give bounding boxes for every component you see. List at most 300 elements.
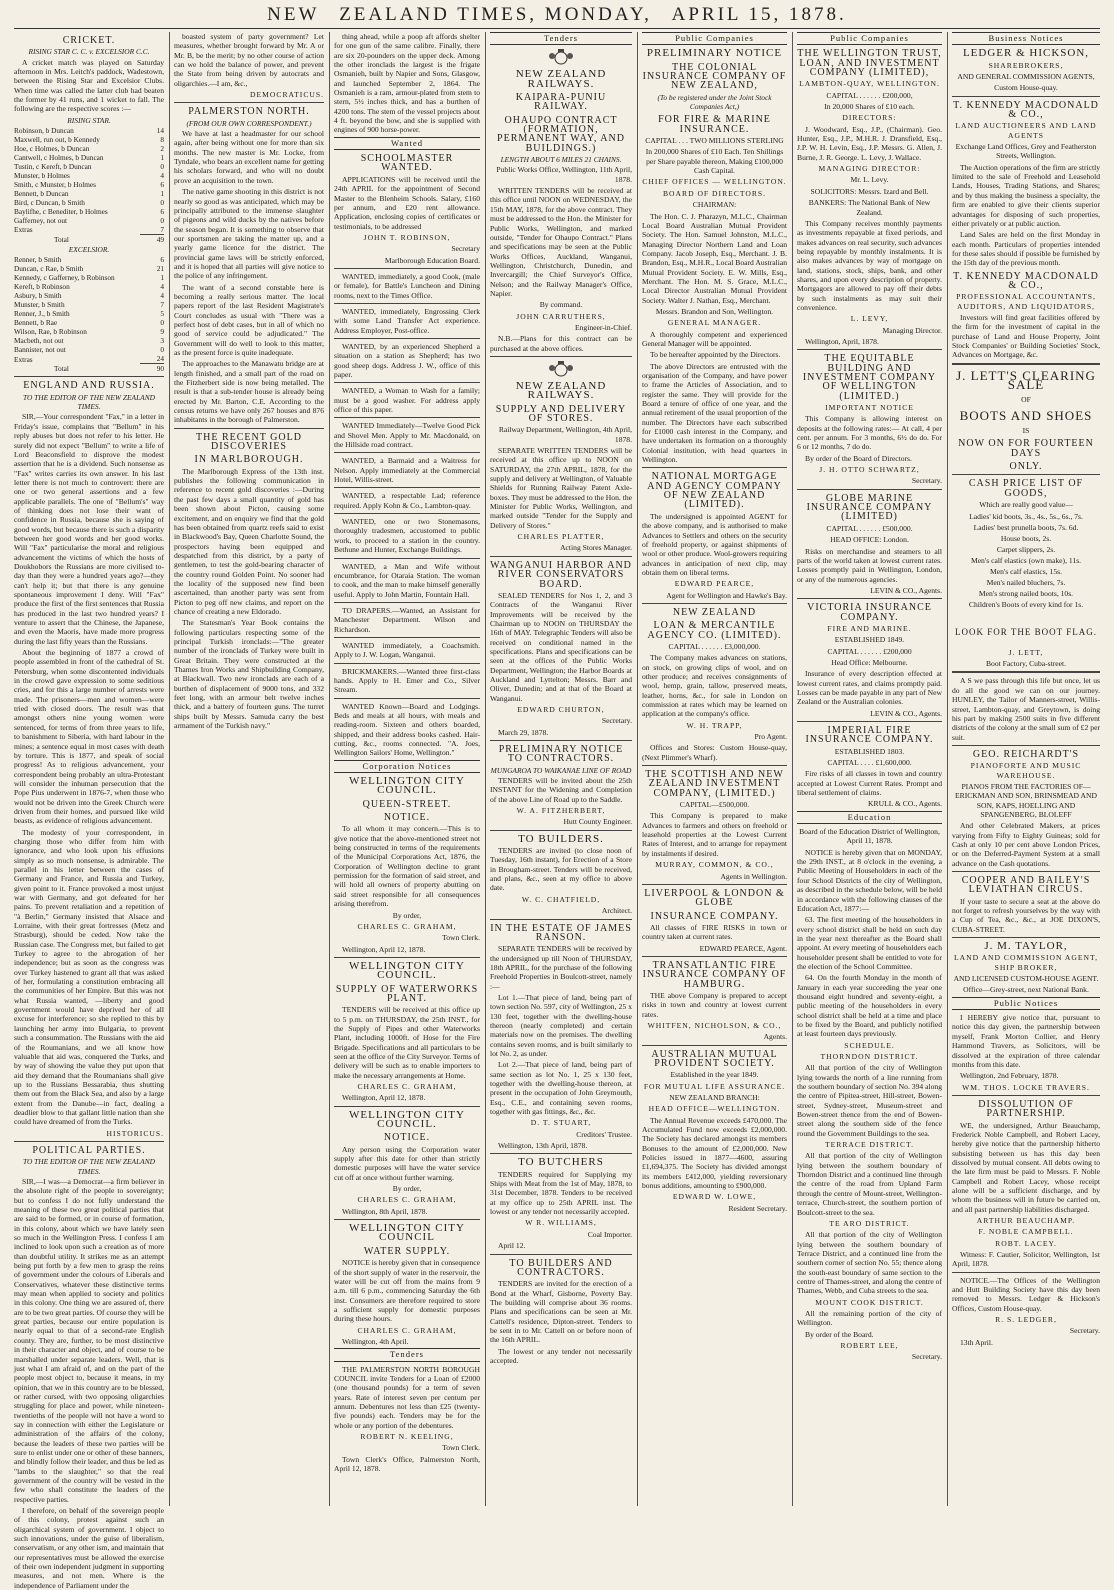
batsman-name: Munster, b Holmes [14,171,70,181]
pearce-agent: EDWARD PEARCE, Agent. [699,943,787,953]
wellington-trust-directors: J. Woodward, Esq., J.P., (Chairman). Geo. Hunter, Esq., J.P., M.H.R. J. Dransfield, Esq., J.P. W. H. Levin, Esq., J.P. Messrs. G. Allen, J. Burne, J. R. George. L. Levy, J. Wallace. [797,124,942,162]
chief-offices: CHIEF OFFICES — WELLINGTON. [642,177,787,187]
travers-notice: I HEREBY give notice that, pursuant to notice this day given, the partnership between myself, Frank Morton Collier, and Henry Hammond Travers, as Solicitors, will be dissolved at the expiration of three calendar months from this date. [952,1013,1100,1069]
lett-only: ONLY. [1009,461,1043,473]
batsman-name: Smith, c Munster, b Holmes [14,180,96,190]
batsman-runs: 6 [160,180,164,190]
chatfield-title: Architect. [601,906,632,916]
april-12: April 12. [498,1241,526,1251]
gm-label: GENERAL MANAGER. [667,318,762,328]
democraticus-signature: DEMOCRATICUS. [250,90,324,100]
batsman-runs: 1 [160,273,164,283]
taylor-address: Office—Grey-street, next National Bank. [963,985,1089,995]
col3-top-text: thing ahead, while a poop aft affords shelter for one gun of the same calibre. Finally, there are six 20-pounders on the upper deck. Among the other ironclads the largest is the frigate Osmanieh, built by Napier and Sons, Glasgow, and launched September 2, 1864. The Osmanieh is a ram, armour-plated from stem to stern, 5½ inches thick, and has a burthen of 4200 tons. The stem of the vessel projects about 4 ft. beyond the bow, and she is supplied with engines of 900 horse-power. [334,32,481,135]
score-row [14,171,164,180]
wanted-ad: WANTED immediately, a Coachsmith. Apply to J. W. Logan, Wanganui. [334,640,480,660]
batsman-name: Renner, b Smith [14,255,62,265]
churton-signature: EDWARD CHURTON, [517,704,605,714]
score-total-row [14,235,164,245]
batsman-runs: 5 [160,309,164,319]
tenders-section-header: Tenders [334,1348,480,1361]
wanted-section-header: Wanted [334,137,480,150]
schoolmaster-sign-3: Marlborough Education Board. [384,255,480,265]
corporation-section-header: Corporation Notices [334,760,480,773]
terrace-text: All that portion of the city of Wellington lying between the southern boundary of Thorndon District and a continued line through the centre of the road from Upland Farm through the centre of Mount-street, Wellington-terrace, Church-street, the southern portion of Boulcott-street to the sea. [797,1151,942,1217]
mungaroa-title: MUNGAROA TO WAIKANAE LINE OF ROAD [490,765,632,775]
beauchamp-signature: ARTHUR BEAUCHAMP. [976,1216,1076,1225]
schedule-title: SCHEDULE. [844,1040,895,1050]
wellington-trust-shares: In 20,000 Shares of £10 each. [824,102,915,112]
batsman-runs: 6 [160,207,164,217]
score-row [14,273,164,282]
total-label: Total [54,364,69,374]
ohaupo-title: OHAUPO CONTRACT (FORMATION, PERMANENT WAY, AND BUILDINGS.) [497,114,625,154]
education-order: By order of the Board. [805,1329,874,1339]
palmerston-title: PALMERSTON NORTH. [188,106,310,118]
masthead-date: APRIL 15, 1878. [671,4,847,25]
wellington-trust-title: THE WELLINGTON TRUST, LOAN, AND INVESTMENT COMPANY (LIMITED), [797,48,942,79]
imperial-established: ESTABLISHED 1803. [834,746,905,756]
batsman-name: Tustin, c Kereft, b Duncan [14,162,92,172]
column-6 [797,32,942,1506]
col2-top-text: boasted system of party government? Let measures, whether brought forward by Mr. A or Mr. B, be the merit; by no other course of action can we hold the balance of power, and prevent the State from being driven by autocrats and oligarchies.—I am, &c., [174,32,324,88]
transatlantic-text: THE above Company is prepared to accept risks in town and country at lowest current rates. [642,990,787,1019]
price-list-sub: Which are really good value— [979,500,1073,510]
batsman-name: Duncan, c Rae, b Smith [14,264,84,274]
column-divider [947,32,948,1506]
notice-title-2: NOTICE. [383,1132,431,1144]
batsman-runs: 4 [160,282,164,292]
england-russia-signature: HISTORICUS. [106,1128,164,1138]
waterworks-text: TENDERS will be received at this office up to 5 p.m. on THURSDAY, the 25th INST., for the Supply of Pipes and other Waterworks Plant, including 1000ft. of Hose for the Fire Brigade. Specifications and all particulars to be seen at the office of the City Surveyor. Terms of delivery will be such as to enable importers to make the necessary arrangements at Home. [334,1005,480,1080]
lacey-signature: ROBT. LACEY. [995,1238,1057,1248]
batsman-name: Kereft, b Robinson [14,282,70,292]
amp-life: FOR MUTUAL LIFE ASSURANCE. [643,1081,786,1091]
fitzherbert-signature: W. A. FITZHERBERT, [516,806,606,816]
ledger-sub: SHAREBROKERS, [988,60,1064,70]
column-4 [490,32,632,1506]
colonial-capital: CAPITAL . . . TWO MILLIONS STERLING [645,136,784,146]
column-1 [14,32,164,1590]
score-row [14,291,164,300]
krull-agents: KRULL & CO., Agents. [868,799,942,809]
batsman-name: Munster, b Smith [14,300,65,310]
masthead [0,4,1114,26]
chatfield-signature: W. C. CHATFIELD, [521,894,601,904]
cooper-text: If your taste to secure a seat at the above do not forget to refresh yourselves by the way with a Cup of Tea, &c., &c., at JOE DIXON'S, CUBA-STREET. [952,896,1100,934]
score-row [14,198,164,207]
excelsior-scores [14,255,164,373]
ledger-sub-2: AND GENERAL COMMISSION AGENTS, [957,72,1095,82]
column-divider [637,32,638,1506]
mount-cook-text: All the remaining portion of the city of Wellington. [797,1308,942,1328]
levin-agents-2: LEVIN & CO., Agents. [870,708,942,718]
wanted-ad: WANTED, a respectable Lad; reference required. Apply Kohn & Co., Lambton-quay. [334,491,480,510]
mount-cook-title: MOUNT COOK DISTRICT. [815,1297,924,1307]
ledger-title: Secretary. [1069,1326,1100,1336]
wanted-ad: WANTED, by an experienced Shepherd a situation on a station as Shepherd; has two good sheep dogs. Address J. W., office of this paper. [334,341,480,379]
price-item: Ladies' best prunella boots, 7s. 6d. [973,523,1079,533]
price-item: Men's strong nailed boots, 10s. [978,589,1074,599]
schwartz-signature: J. H. OTTO SCHWARTZ, [819,465,920,475]
queen-street-text: To all whom it may concern.—This is to give notice that the above-mentioned street not being constructed in terms of the requirements of the Municipal Corporations Act, 1876, the Corporation of Wellington decline to grant permission for the formation of said street, and will hold all owners of property abutting on said street responsible for all consequences arising therefrom. [334,824,480,909]
managing-director-label: MANAGING DIRECTOR: [818,164,921,174]
batsman-name: Cantwell, c Holmes, b Duncan [14,153,104,163]
levy-signature: L. LEVY, [850,314,889,324]
score-row [14,282,164,291]
batsman-name: Bird, c Duncan, b Smith [14,198,85,208]
wellington-trust-capital: CAPITAL . . . . . . £200,000, [826,90,913,100]
liverpool-title: LIVERPOOL & LONDON & GLOBE [644,887,785,909]
taylor-title: J. M. TAYLOR, [984,940,1068,953]
score-row [14,189,164,198]
batsman-runs: 14 [156,126,164,136]
batsman-name: Renner, J., b Smith [14,309,70,319]
order-label: By order, [392,910,422,920]
ransom-date: Wellington, 13th April, 1878. [498,1141,588,1151]
reichardt-title: GEO. REICHARDT'S [972,748,1080,760]
column-divider [329,32,330,1506]
liverpool-text: All classes of FIRE RISKS in town or country taken at current rates. [642,922,787,942]
wanganui-text: SEALED TENDERS for Nos 1, 2, and 3 Contracts of the Wanganui River Improvements will be received by the Chairman up to NOON on THURSDAY the 16th of MAY. Telegraphic Tenders will also be received on conditional named in the specifications. Plans and specifications can be seen at the offices of the Public Works Department, Wellington; the Harbor Boards at Auckland and Lyttelton; Messrs. Barr and Oliver, Dunedin; and at that of the Board at Wanganui. [490,590,632,703]
date-4: Wellington, 4th April. [342,1336,409,1346]
levy-date: Wellington, April, 1878. [805,336,879,346]
keeling-date: Town Clerk's Office, Palmerston North, April 12, 1878. [334,1454,480,1474]
council-title-2: WELLINGTON CITY COUNCIL. [349,959,465,982]
batsman-runs: 0 [160,216,164,226]
williams-title: Coal Importer. [587,1229,632,1239]
graham-signature-4: CHARLES C. GRAHAM, [357,1325,457,1335]
builders-title: TO BUILDERS. [518,832,604,845]
command-label: By command. [539,300,583,310]
te-aro-text: All that portion of the city of Wellington lying between the southern boundary of Terrace District, and a continued line from the southern corner of section No. 55; thence along the south-east boundary of same section to the centre of Thames-street, and along the centre of Thames, Webb, and Cuba streets to the sea. [797,1230,942,1296]
batsman-runs: 1 [160,153,164,163]
lot-1: Lot 1.—That piece of land, being part of town section No. 597, city of Wellington, 25 x 130 feet, together with the dwelling-house thereon (nearly completed) and certain materials now on the premises. The dwelling contains seven rooms, and is built similarly to lot No. 2, as under. [490,992,632,1058]
notice-date: 13th April. [960,1337,993,1347]
whitfen-title: Agents. [763,1032,787,1042]
batsman-name: Bannister, not out [14,345,66,355]
score-row [14,135,164,144]
batsman-runs: 9 [160,327,164,337]
victoria-title: VICTORIA INSURANCE COMPANY. [807,602,932,623]
score-row [14,126,164,135]
solicitors: SOLICITORS: Messrs. Izard and Bell. [810,186,929,196]
amp-head-office: HEAD OFFICE—WELLINGTON. [648,1104,781,1114]
victoria-head-office: Head Office: Melbourne. [831,657,908,667]
terrace-title: TERRACE DISTRICT. [825,1140,914,1150]
colonial-insurance-title: THE COLONIAL INSURANCE COMPANY OF NEW ZEALAND, [642,61,787,92]
wanted-ads-list [334,268,480,758]
gold-discoveries-title-2: IN MARLBOROUGH. [194,454,304,466]
royal-crest-icon [547,48,575,66]
batsman-runs: 4 [160,171,164,181]
council-title: WELLINGTON CITY COUNCIL. [349,775,465,797]
scottish-capital: CAPITAL—£500,000. [679,800,750,810]
kaipara-title: KAIPARA-PUNIU RAILWAY. [515,92,607,113]
nz-railways-title-2: NEW ZEALAND RAILWAYS. [515,379,607,402]
score-row [14,318,164,327]
thorndon-title: THORNDON DISTRICT. [820,1052,919,1061]
scottish-text: This Company is prepared to make Advances to farmers and others on freehold or leasehold properties at the Lowest Current Rates of Interest, and to arrange for repayment by instalments if desired. [642,811,787,858]
public-companies-header-2: Public Companies [797,32,942,45]
score-row [14,207,164,216]
lett-signature: J. LETT, [1008,647,1044,657]
palmerston-loan-text: THE PALMERSTON NORTH BOROUGH COUNCIL invite Tenders for a Loan of £2000 (one thousand pounds) for a term of seven years. Rate of interest seven per centum per annum. Debentures not less than £25 (twenty-five pounds) each. Tenders may be for the whole or any portion of the debentures. [334,1364,480,1430]
ironclads-text: The Statesman's Year Book contains the following particulars respecting some of the principal Turkish ironclads:—"The greater number of the ironclads of Turkey were built in Great Britain. They were constructed at the Thames Iron Works and Shipbuilding Company, at Blackwall. Two new ironclads are each of a burthen of displacement of 9000 tons, and 332 feet long, with an armour belt twelve inches thick, and a battery of fourteen guns. The turret ships built by Messrs. Samuda carry the best armament of the Turkish navy." [174,618,324,731]
lett-clearing-title: J. LETT'S CLEARING SALE [956,367,1096,392]
lett-of: OF [1021,395,1031,405]
wanted-ad: WANTED, immediately, a good Cook, (male or female), for Battle's Luncheon and Dining rooms, next to the Times Office. [334,271,480,300]
column-3 [334,32,480,1506]
score-row [14,216,164,225]
total-label: Total [54,234,69,244]
batsman-name: Extras [14,354,33,364]
graham-signature-2: CHARLES C. GRAHAM, [357,1082,457,1091]
column-divider [485,32,486,1506]
batsman-runs: 3 [160,336,164,346]
stuart-signature: D. T. STUART, [530,1118,592,1128]
important-notice: IMPORTANT NOTICE [825,403,914,413]
amp-established: Established in the year 1849. [670,1070,759,1080]
prelim-notice-title: PRELIMINARY NOTICE TO CONTRACTORS. [498,744,624,765]
kennedy-address: Exchange Land Offices, Grey and Featherston Streets, Wellington. [955,142,1097,161]
stores-title: SUPPLY AND DELIVERY OF STORES. [495,403,627,424]
ransom-title: IN THE ESTATE OF JAMES RANSON. [490,922,632,943]
schwartz-title: Secretary. [911,476,942,486]
price-item: Children's Boots of every kind for 1s. [968,600,1084,610]
taylor-sub-2: AND LICENSED CUSTOM-HOUSE AGENT. [953,974,1099,984]
te-aro-title: TE ARO DISTRICT. [829,1218,910,1228]
business-notices-header: Business Notices [952,32,1100,45]
wanted-ad: WANTED, one or two Stonemasons, thoroughly tradesmen, accustomed to public work, to proceed to a station in the country. Bethune and Hunter, Exchange Buildings. [334,517,480,555]
date-1: Wellington, April 12, 1878. [342,944,426,954]
batsman-name: Wilson, Rae, b Robinson [14,327,87,337]
schoolmaster-title: SCHOOLMASTER WANTED. [360,153,454,174]
waterworks-title: SUPPLY OF WATERWORKS PLANT. [335,983,479,1004]
boot-flag: LOOK FOR THE BOOT FLAG. [955,627,1097,638]
score-row [14,144,164,153]
price-list-title: CASH PRICE LIST OF GOODS, [968,478,1084,499]
equitable-text: This Company is allowing interest on deposits at the following rates:— At call, 4 per cent. per annum. For 3 months, 6½ do do. For 6 or 12 months, 7 do do. [797,414,942,452]
palmerston-text-4: The approaches to the Manawatu bridge are at length finished, and a small part of the road on the Fitzherbert side is now being metalled. The result is that a sub-tender house is already being erected by Mr. Barton, C.E. According to the census returns we have only 267 houses and 876 inhabitants in the borough of Palmerston. [174,359,324,425]
plans-note: N.B.—Plans for this contract can be purchased at the above offices. [490,334,632,353]
cricket-subtitle: RISING STAR C. C. v. EXCELSIOR C.C. [28,47,150,57]
schoolmaster-sign-2: Secretary [451,244,480,254]
batsman-name: Bennett, b Rae [14,318,58,328]
offices-text: Offices and Stores: Custom House-quay, (Next Plimmer's Wharf). [642,743,787,762]
carruthers-signature: JOHN CARRUTHERS, [516,311,606,321]
amp-text: The Annual Revenue exceeds £470,000. The Accumulated Fund now exceeds £2,000,000. The Society has declared amongst its members Bonuses to the amount of £2,000,000. New Policies issued in 1877—4600, assuring £1,694,375. The Society has divided amongst its members £412,000, yielding reversionary bonus additions, amounting to £900,000. [642,1115,787,1191]
building-society-notice: NOTICE.—The Offices of the Wellington and Hutt Building Society have this day been removed to Messrs. Ledger & Hickson's Offices, Custom House-quay. [952,1275,1100,1313]
builders-contractors-title: TO BUILDERS AND CONTRACTORS. [509,1257,613,1278]
gold-discoveries-title: THE RECENT GOLD DISCOVERIES [196,431,302,453]
score-total-row [14,364,164,374]
wanted-ad: WANTED Known—Board and Lodgings. Beds and meals at all hours, with meals and reading-room. Sixteen and others boarded, shipped, and their address books cashed. Hair-cutting, &c., rooms connected. "A. Joes, Wellington Sailors' Home, Wellington." [334,701,480,758]
royal-crest-icon [547,360,575,378]
public-works-office: Public Works Office, Wellington, 11th April, 1878. [496,165,632,184]
score-row [14,345,164,354]
bankers: BANKERS: The National Bank of New Zealand. [808,198,931,217]
mungaroa-text: TENDERS will be invited about the 25th INSTANT for the Widening and Completion of the above Line of Road up to the Saddle. [490,776,632,804]
rising-star-heading: RISING STAR. [67,115,111,125]
taylor-sub: LAND AND COMMISSION AGENT, SHIP BROKER, [954,953,1098,972]
score-row [14,300,164,309]
education-text-3: 64. On the fourth Monday in the month of January in each year succeeding the year one thousand eight hundred and seventy-eight, a public meeting of the householders in every school district shall be held at a time and place to be fixed by the Board, and publicly notified at least fourteen days previously. [797,973,942,1039]
rising-star-scores [14,126,164,244]
scottish-title: THE SCOTTISH AND NEW ZEALAND INVESTMENT COMPANY, (LIMITED.) [645,769,784,799]
wellington-trust-text: This Company receives monthly payments as investments repayable at fixed periods, and makes advances on real security, such advances being repayable by monthly instalments. It is also makes advances by way of mortgage on land, stations, stock, ships, bank, and other shares, and upon every description of property. Mortgagors are allowed to pay off their debts by such instalments as may suit their convenience. [797,218,942,312]
price-item: Carpet slippers, 2s. [996,545,1056,555]
cricket-text: A cricket match was played on Saturday afternoon in Mrs. Leitch's paddock, Wadestown, between the Rising Star and Excelsior Clubs. When time was called the latter club had beaten the former by 41 runs, and 1 wicket to fall. The following are the respective scores :— [14,57,164,114]
price-item: Ladies' kid boots, 3s., 4s., 5s., 6s., 7s. [969,512,1083,522]
kennedy-sub: LAND AUCTIONEERS AND LAND AGENTS [955,121,1097,140]
gold-discoveries-text: The Marlborough Express of the 13th inst. publishes the following communication in reference to recent gold discoveries :—During the past few days a small quantity of gold has been shown about Picton, causing some excitement, and on enquiry we find that the gold has been obtained from quartz reefs said to exist in Blackwood's Bay, Queen Charlotte Sound, the prospectors having been equipped and despatched from this district, by a party of gentlemen, to test the gold-bearing character of the country round Golden Point. No sooner had the locality of the supposed new find been ascertained, than another party was sent from Picton to peg off new claims, and report on the chance of creating a new Eldorado. [174,466,324,616]
kennedy2-text: Investors will find great facilities offered by the firm for the investment of capital in the purchase of Land and House Property, Joint Stock Companies' or Building Societies' Stock, Advances on Mortgage, &c. [952,312,1100,360]
builders-contractors-text: TENDERS are invited for the erection of a Bond at the Wharf, Gisborne, Poverty Bay. The building will comprise about 36 rooms. Plans and specifications can be seen at Mr. Cattell's residence, Dipton-street. Tenders to be sent in to Mr. Cattell on or before noon of the 16th APRIL. [490,1279,632,1345]
water-notice-text: Any person using the Corporation water supply after this date for other than strictly domestic purposes will have the water service cut off at once without further warning. [334,1144,480,1182]
reichardt-text: PIANOS FROM THE FACTORIES OF— ERICKMAN AND SON, BRINSMEAD AND SON, KAPS, HOELLING AND SPANGENBERG, BLOLEFF [955,781,1097,819]
whitfen-signature: WHITFEN, NICHOLSON, & CO., [647,1020,782,1030]
score-row [14,264,164,273]
butchers-text: TENDERS required for Supplying my Ships with Meat from the 1st of May, 1878, to 31st December, 1878. Tenders to be received at my office up to 25th APRIL inst. The lowest or any tender not necessarily accepted. [490,1169,632,1217]
lee-signature: ROBERT LEE, [840,1340,899,1350]
political-parties-title: POLITICAL PARTIES. [32,1144,146,1156]
globe-title: GLOBE MARINE INSURANCE COMPANY (LIMITED) [806,492,933,523]
batsman-name: Maxwell, run out, b Kennedy [14,135,100,145]
score-row [14,354,164,364]
bankers-text: Messrs. Brandon and Son, Wellington. [655,306,774,316]
board-of-directors: BOARD OF DIRECTORS. [662,188,767,198]
nz-loan-title-2: LOAN & MERCANTILE AGENCY CO. (LIMITED). [647,620,782,641]
keeling-signature: ROBERT N. KEELING, [360,1432,454,1441]
price-item: Men's calf elastics, 15s. [989,567,1062,577]
score-row [14,336,164,345]
dissolution-witness: Witness: F. Cautier, Solicitor, Wellington, 1st April, 1878. [952,1250,1100,1269]
education-section-header: Education [797,811,942,824]
kennedy-text: The Auction operations of the firm are strictly limited to the sale of Freehold and Leasehold Lands, Houses, Trading Stations, and Shares; and by thus making the business a specialty, the firm are enabled to give their clients superior advantages for disposing of such properties, either privately or at public auction. [952,162,1100,228]
political-parties-to: TO THE EDITOR OF THE NEW ZEALAND TIMES. [23,1157,155,1176]
public-companies-header: Public Companies [642,32,787,45]
score-row [14,309,164,318]
carruthers-title: Engineer-in-Chief. [575,322,632,332]
score-row [14,327,164,336]
amp-branch: NEW ZEALAND BRANCH: [669,1093,760,1103]
chairman-label: CHAIRMAN: [692,200,737,210]
council-title-4: WELLINGTON CITY COUNCIL [349,1222,465,1244]
murray-title: Agents in Wellington. [720,871,787,881]
schoolmaster-sign: JOHN T. ROBINSON, [363,232,451,242]
liverpool-title-2: INSURANCE COMPANY. [650,910,779,922]
notice-title: NOTICE. [383,812,431,824]
platter-title: Acting Stores Manager. [560,543,632,553]
ransom-text: SEPARATE TENDERS will be received by the undersigned up till Noon of THURSDAY, 18th APRIL, for the purchase of the following Freehold Properties in Boulcott-street, namely :— [490,944,632,991]
masthead-rule [14,28,1100,29]
directors-text: The Hon. C. J. Pharazyn, M.L.C., Chairman Local Board Australian Mutual Provident Society. The Hon. Samuel Johnston, M.L.C., Managing Director Northern Land and Loan Company. Jacob Joseph, Esq., Merchant. J. B. Brandon, Esq., M.H.R., Local Board Australian Mutual Provident Society. E. W. Mills, Esq., Merchant. The Hon. M. S. Grace, M.L.C., Local Director Australian Mutual Provident Society. Walter J. Nathan, Esq., Merchant. [642,211,787,305]
batsman-runs: 8 [160,135,164,145]
score-row [14,255,164,264]
colonial-sub: (To be registered under the Joint Stock Companies Act,) [657,92,772,112]
levin-agents: LEVIN & CO., Agents. [870,585,942,595]
globe-head-office: HEAD OFFICE: London. [830,535,909,545]
england-russia-to: TO THE EDITOR OF THE NEW ZEALAND TIMES. [23,392,155,412]
hunley-text: A S we pass through this life but once, let us do all the good we can on our journey. HUNLEY, the Tailor of Manners-street, Willis-street, Lambton-quay, and Greytown, is doing his part by making 2500 suits in five different districts of the colony at the small sum of £2 per suit. [952,676,1100,742]
imperial-title: IMPERIAL FIRE INSURANCE COMPANY. [805,725,934,746]
pearce-signature: EDWARD PEARCE, [674,579,755,589]
england-russia-text-3: The modesty of your correspondent, in charging those who differ from him with ignorance, and who look upon his effusions simply as so much nonsense, is admirable. The parallel in his letter between the cases of Germany and France, and Russia and Turkey, given point to it. France provoked a most unjust war with Germany, and got defeated for her pains. To prevent retaliation and a repetition of "à Berlin," Germany insisted that Alsace and Lorraine, with their great fortresses (Metz and Strasburg), should be ceded. Now take the Russian case. The Congress met, but failed to get Turkey to agree to the abrogation of her independence; but as soon as the congress was over Turkey hastened to grant all that was asked of her, formulating a constitution embracing all the communities of her Empire. But this was not what Russia wanted, —liberty and good government would have deprived her of all excuse for interference; so she replied to this by launching her army into Bulgaria, to prevent such a consummation. The Russians with the aid of the Roumanians, and we all know how valuable that aid was, conquered the Turks, and by way of showing the value they put upon that aid they demand that the Roumanians shall give up to the Russians Bessarabia, thus shutting them out from the Black Sea, and also by a large extent from the Danube—in fact, dealing a deadlier blow to that gallant little nation than she could have dreamed of from the Turks. [14,827,164,1127]
masthead-left: NEW [267,4,320,25]
score-row [14,180,164,189]
price-item: House boots, 2s. [1000,534,1052,544]
batsman-runs: 1 [160,189,164,199]
date-2: Wellington, April 12, 1878. [342,1093,426,1103]
keeling-title: Town Clerk. [442,1443,480,1453]
masthead-center: ZEALAND TIMES, MONDAY, [339,4,652,25]
kennedy-title-2: T. KENNEDY MACDONALD & CO., [953,270,1099,291]
date-3: Wellington, 8th April, 1878. [342,1206,428,1216]
cooper-title: COOPER AND BAILEY'S LEVIATHAN CIRCUS. [961,875,1091,896]
batsman-runs: 6 [160,255,164,265]
kennedy-sub-2: PROFESSIONAL ACCOUNTANTS, AUDITORS, AND LIQUIDATORS, [956,292,1096,311]
wanted-ad: TO DRAPERS.—Wanted, an Assistant for Manchester Department. Wilson and Richardson. [334,605,480,634]
williams-signature: W R. WILLIAMS, [525,1218,597,1228]
batsman-runs: 4 [160,291,164,301]
education-text: NOTICE is hereby given that on MONDAY, the 29th INST., at 8 o'clock in the evening, a Public Meeting of Householders in each of the four School Districts of the city of Wellington, as described in the schedule below, will be held in accordance with the following clauses of the Education Act, 1877:— [797,847,942,913]
builders-text: TENDERS are invited (to close noon of Tuesday, 16th instant), for Erection of a Store in Brougham-street. Tenders will be received, and plans, &c., seen at my office to above date. [490,846,632,893]
england-russia-title: ENGLAND AND RUSSIA. [23,380,155,392]
fire-marine-title: FOR FIRE & MARINE INSURANCE. [658,114,771,135]
march-date: March 29, 1878. [498,727,549,737]
platter-signature: CHARLES PLATTER, [517,532,605,542]
political-parties-text: SIR,—I was—a Democrat—a firm believer in the absolute right of the people to sovereignty; but to confess I do not fully understand the meaning of these two great political parties that are said to be formed, or in course of formation, in this colony, about which we have lately seen so much in the Wellington Press. I confess I am inclined to look upon such a creation as of more than doubtful utility. It strikes me as an attempt being put forth by a few men to grasp the reins of government under the colours of Liberals and Conservatives, whatever these distinctive terms may mean when applied to society and politics in this colony. One thing we are assured of, there are to be two great parties. Of course they will be great parties, because our entire population is nearly equal to that of a second-rate English county. They are, further, to be most distinctive in their character and object, and of course to be marshalled under separate leaders. Well, that is just what I am afraid of, and on the part of the people most object to, because it means, in my opinion, that we in this country are to be blessed, or rather cursed, with two opposing oligarchies struggling for place and power, while nineteen-twentieths of the people will not have a word to say in connection with either the Legislature or administration of the affairs of the colony, because the leaders of these two parties will be sure to enlist under one or other of these banners, and blindly follow their leader, and thus be led as "lambs to the slaughter," so that the real government of the country will be vested in the few who shall constitute the leaders of the respective parties. [14,1176,164,1504]
dissolution-title: DISSOLUTION OF PARTNERSHIP. [978,1098,1074,1120]
wanted-ad: WANTED, a Woman to Wash for a family; must be a good washer. For address apply office of this paper. [334,386,480,415]
water-supply-title: WATER SUPPLY. [363,1245,451,1257]
column-7 [952,32,1100,1506]
secretary-text: To be hereafter appointed by the Directors. [650,350,781,360]
travers-date: Wellington, 2nd February, 1878. [960,1071,1059,1081]
wanted-ad: WANTED Immediately—Twelve Good Pick and Shovel Men. Apply to Mr. Macdonald, on the Hillside road contract. [334,421,480,450]
directors-label: DIRECTORS: [842,113,897,123]
imperial-text: Fire risks of all classes in town and country accepted at Lowest Current Rates. Prompt and liberal settlement of claims. [797,769,942,798]
victoria-sub: FIRE AND MARINE. [827,623,912,633]
ledger-hickson-title: LEDGER & HICKSON, [962,47,1090,60]
lowe-title: Resident Secretary. [728,1203,787,1213]
column-2 [174,32,324,1506]
trapp-title: Pro Agent. [754,732,787,742]
wanted-ad: WANTED, a Man and Wife without encumbrance, for Otaraia Station. The woman to cook, and the man to make himself generally useful. Apply to John Martin, Fountain Hall. [334,561,480,599]
education-board: Board of the Education District of Wellington, April 11, 1878. [799,827,940,846]
colonial-body-text: The above Directors are entrusted with the organisation of the Company, and have power to frame the Articles of Association, and to register the same. They will provide for the Board a tenure of office of one year, and the annual retirement of the usual proportion of the number. The Directors have each subscribed for £1000 cash interest in the Company, and have undertaken its formation on a thoroughly Colonial institution, with head quarters in Wellington. [642,361,787,465]
wanganui-title: WANGANUI HARBOR AND RIVER CONSERVATORS BOARD. [490,559,632,590]
batsman-runs: 0 [160,162,164,172]
wanted-ad: WANTED, immediately, Engrossing Clerk with some Land Transfer Act experience. Address Employer, Post-office. [334,306,480,335]
reichardt-sub: PIANOFORTE AND MUSIC WAREHOUSE. [970,761,1082,780]
graham-signature: CHARLES C. GRAHAM, [357,921,457,931]
town-clerk-label: Town Clerk. [442,933,480,943]
globe-capital: CAPITAL . . . . . . £500,000. [826,523,913,533]
lee-title: Secretary. [911,1352,942,1362]
batsman-name: Kennedy, c Gafferney, b Robinson [14,273,115,283]
ohaupo-text: WRITTEN TENDERS will be received at this office until NOON on WEDNESDAY, the 15th MAY, 1878, for the above contract. They must be addressed to the Hon. the Minister for Public Works, Wellington, and marked outside, "Tender for Ohaupo Contract." Plans and specifications may be seen at the Public Works Offices, Auckland, Wanganui, Wellington, Christchurch, Dunedin, and Invercargill; the Chief Surveyor's Office, Nelson; and the Railway Manager's Office, Napier. [490,186,632,298]
batsman-runs: 0 [160,198,164,208]
thorndon-text: All that portion of the city of Wellington lying towards the north of a line running from the southern boundary of section No. 394 along the centre of Pipitea-street, Hill-street, Bowen-street, Sydney-street, Museum-street and Bowen-street thence from the end of Bowen-street along the southern side of the fence round the Government Buildings to the sea. [797,1063,942,1138]
england-russia-text-2: About the beginning of 1877 a crowd of people assembled in front of the cathedral of St. Petersburg, when some discontented individuals in the crowd gave expression to some seditious cries, and for this a large number of arrests were made. The prisoners—men and women—were tried with closed doors. The result was that amongst others nine young women were sentenced, for terms of from three years to life, to banishment to Siberia, with hard labour in the mines; a sentence equal in most cases with death by torture. This is 1877, and speak of social progress! As to religious advancement, your correspondent being probably an ultra-Protestant will consider the inhuman persecution that the Pope Pius underwent in 1876-7, when those who would not be driven into the Greek Church were driven from their homes, and pursued like wild beasts, as evidence of religious advancement. [14,648,164,826]
equitable-order: By order of the Board of Directors. [805,453,912,463]
column-5 [642,32,787,1506]
lett-factory: Boot Factory, Cuba-street. [985,659,1067,669]
batsman-runs: 24 [156,354,164,364]
lett-now: NOW ON FOR FOURTEEN DAYS [958,438,1094,459]
